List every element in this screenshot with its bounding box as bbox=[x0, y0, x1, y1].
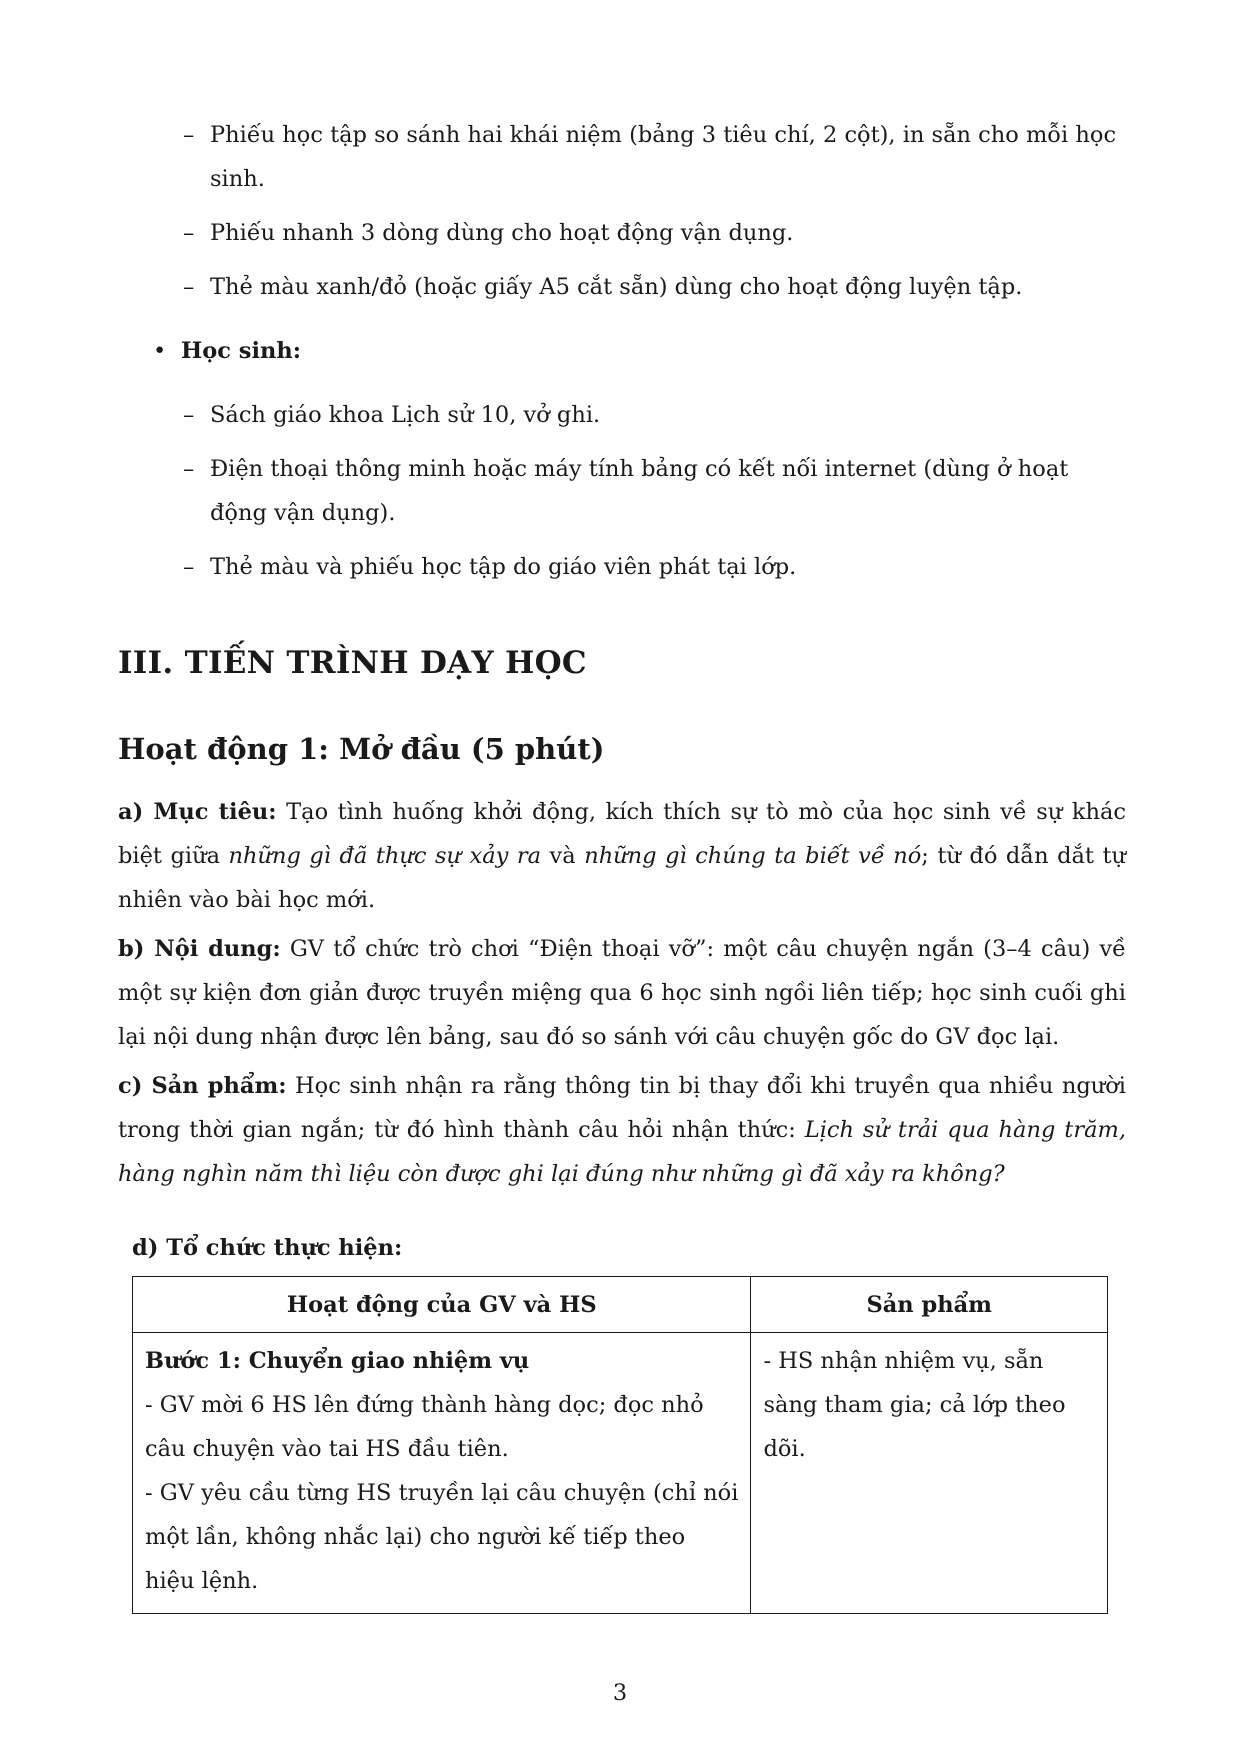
student-item-1 bbox=[183, 393, 1128, 437]
step-line: - GV yêu cầu từng HS truyền lại câu chuyện (chỉ nói một lần, không nhắc lại) cho người kế tiếp theo hiệu lệnh. bbox=[145, 1480, 739, 1594]
product-text: Học sinh nhận ra rằng thông tin bị thay đổi khi truyền qua nhiều người trong thời gian ngắn; từ đó hình thành câu hỏi nhận thức: bbox=[118, 1073, 1126, 1143]
content-text: GV tổ chức trò chơi “Điện thoại vỡ”: một câu chuyện ngắn (3–4 câu) về một sự kiện đơn giản được truyền miệng qua 6 học sinh ngồi liên tiếp; học sinh cuối ghi lại nội dung nhận được lên bảng, sau đó so sánh với câu chuyện gốc do GV đọc lại. bbox=[118, 936, 1126, 1050]
teacher-item-3 bbox=[183, 265, 1128, 309]
step-title: Bước 1: Chuyển giao nhiệm vụ bbox=[145, 1348, 530, 1374]
dash-marker: – bbox=[183, 402, 195, 428]
product-question: Lịch sử trải qua hàng trăm, hàng nghìn năm thì liệu còn được ghi lại đúng như những gì đã xảy ra không? bbox=[118, 1117, 1126, 1187]
product-paragraph bbox=[118, 1064, 1126, 1196]
bullet-marker: • bbox=[153, 338, 167, 364]
dash-marker: – bbox=[183, 122, 195, 148]
objective-emphasis: những gì chúng ta biết về nó bbox=[584, 843, 922, 869]
product-line: - HS nhận nhiệm vụ, sẵn sàng tham gia; cả lớp theo dõi. bbox=[763, 1348, 1066, 1462]
page-number: 3 bbox=[612, 1680, 628, 1706]
teacher-item-text: Phiếu học tập so sánh hai khái niệm (bảng 3 tiêu chí, 2 cột), in sẵn cho mỗi học sinh. bbox=[210, 122, 1117, 192]
student-item-text: Sách giáo khoa Lịch sử 10, vở ghi. bbox=[210, 402, 601, 428]
objective-paragraph bbox=[118, 790, 1126, 922]
objective-emphasis: những gì đã thực sự xảy ra bbox=[228, 843, 542, 869]
product-cell bbox=[751, 1333, 1108, 1614]
organization-label: d) Tổ chức thực hiện: bbox=[132, 1235, 403, 1261]
activity-table bbox=[132, 1276, 1108, 1614]
content-label: b) Nội dung: bbox=[118, 936, 281, 962]
teacher-item-text: Phiếu nhanh 3 dòng dùng cho hoạt động vận dụng. bbox=[210, 220, 794, 246]
objective-label: a) Mục tiêu: bbox=[118, 799, 277, 825]
activity-title: Hoạt động 1: Mở đầu (5 phút) bbox=[118, 732, 605, 766]
dash-marker: – bbox=[183, 220, 195, 246]
student-label: Học sinh: bbox=[181, 338, 302, 364]
teacher-item-2 bbox=[183, 211, 1128, 255]
section-title: III. TIẾN TRÌNH DẠY HỌC bbox=[118, 645, 587, 681]
student-item-text: Thẻ màu và phiếu học tập do giáo viên phát tại lớp. bbox=[210, 554, 797, 580]
header-activities: Hoạt động của GV và HS bbox=[133, 1277, 751, 1333]
objective-text: ; từ đó dẫn dắt tự nhiên vào bài học mới. bbox=[118, 843, 1127, 913]
objective-text: Tạo tình huống khởi động, kích thích sự tò mò của học sinh về sự khác biệt giữa bbox=[118, 799, 1127, 869]
table-row bbox=[133, 1333, 1108, 1614]
header-product: Sản phẩm bbox=[751, 1277, 1108, 1333]
dash-marker: – bbox=[183, 554, 195, 580]
teacher-item-1 bbox=[183, 113, 1128, 201]
student-item-text: Điện thoại thông minh hoặc máy tính bảng có kết nối internet (dùng ở hoạt động vận dụng). bbox=[210, 456, 1069, 526]
product-label: c) Sản phẩm: bbox=[118, 1073, 287, 1099]
content-paragraph bbox=[118, 927, 1126, 1059]
dash-marker: – bbox=[183, 456, 195, 482]
objective-text: và bbox=[541, 843, 585, 869]
step-line: - GV mời 6 HS lên đứng thành hàng dọc; đọc nhỏ câu chuyện vào tai HS đầu tiên. bbox=[145, 1392, 704, 1462]
activity-cell bbox=[133, 1333, 751, 1614]
dash-marker: – bbox=[183, 274, 195, 300]
student-item-3 bbox=[183, 545, 1128, 589]
student-item-2 bbox=[183, 447, 1128, 535]
teacher-item-text: Thẻ màu xanh/đỏ (hoặc giấy A5 cắt sẵn) dùng cho hoạt động luyện tập. bbox=[210, 274, 1023, 300]
table-header-row bbox=[133, 1277, 1108, 1333]
